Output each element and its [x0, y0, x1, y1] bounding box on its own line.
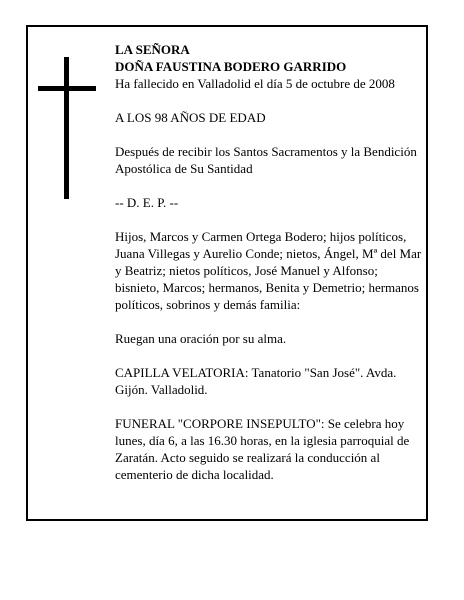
- cross-horizontal-bar: [38, 86, 96, 91]
- prayer-line: Ruegan una oración por su alma.: [115, 331, 287, 346]
- cross-icon: [38, 57, 98, 199]
- funeral-paragraph: FUNERAL "CORPORE INSEPULTO": Se celebra hoy lunes, día 6, a las 16.30 horas, en la iglesia parroquial de Zaratán. Acto seguido se realizará la conducción al cementerio de dicha localidad.: [115, 416, 410, 482]
- sacraments-paragraph: Después de recibir los Santos Sacramentos y la Bendición Apostólica de Su Santidad: [115, 144, 417, 176]
- death-statement: Ha fallecido en Valladolid el día 5 de octubre de 2008: [115, 76, 395, 91]
- cross-vertical-bar: [64, 57, 69, 199]
- title-line: LA SEÑORA: [115, 42, 190, 57]
- obituary-notice-frame: [26, 25, 428, 521]
- family-paragraph: Hijos, Marcos y Carmen Ortega Bodero; hijos políticos, Juana Villegas y Aurelio Conde; nietos, Ángel, Mª del Mar y Beatriz; nietos políticos, José Manuel y Alfonso; bisnieto, Marcos; hermanos, Benita y Demetrio; hermanos políticos, sobrinos y demás familia:: [115, 229, 422, 312]
- age-line: A LOS 98 AÑOS DE EDAD: [115, 110, 266, 125]
- deceased-name: DOÑA FAUSTINA BODERO GARRIDO: [115, 59, 347, 74]
- notice-text: [115, 41, 423, 483]
- rip-line: -- D. E. P. --: [115, 195, 179, 210]
- chapel-paragraph: CAPILLA VELATORIA: Tanatorio "San José". Avda. Gijón. Valladolid.: [115, 365, 397, 397]
